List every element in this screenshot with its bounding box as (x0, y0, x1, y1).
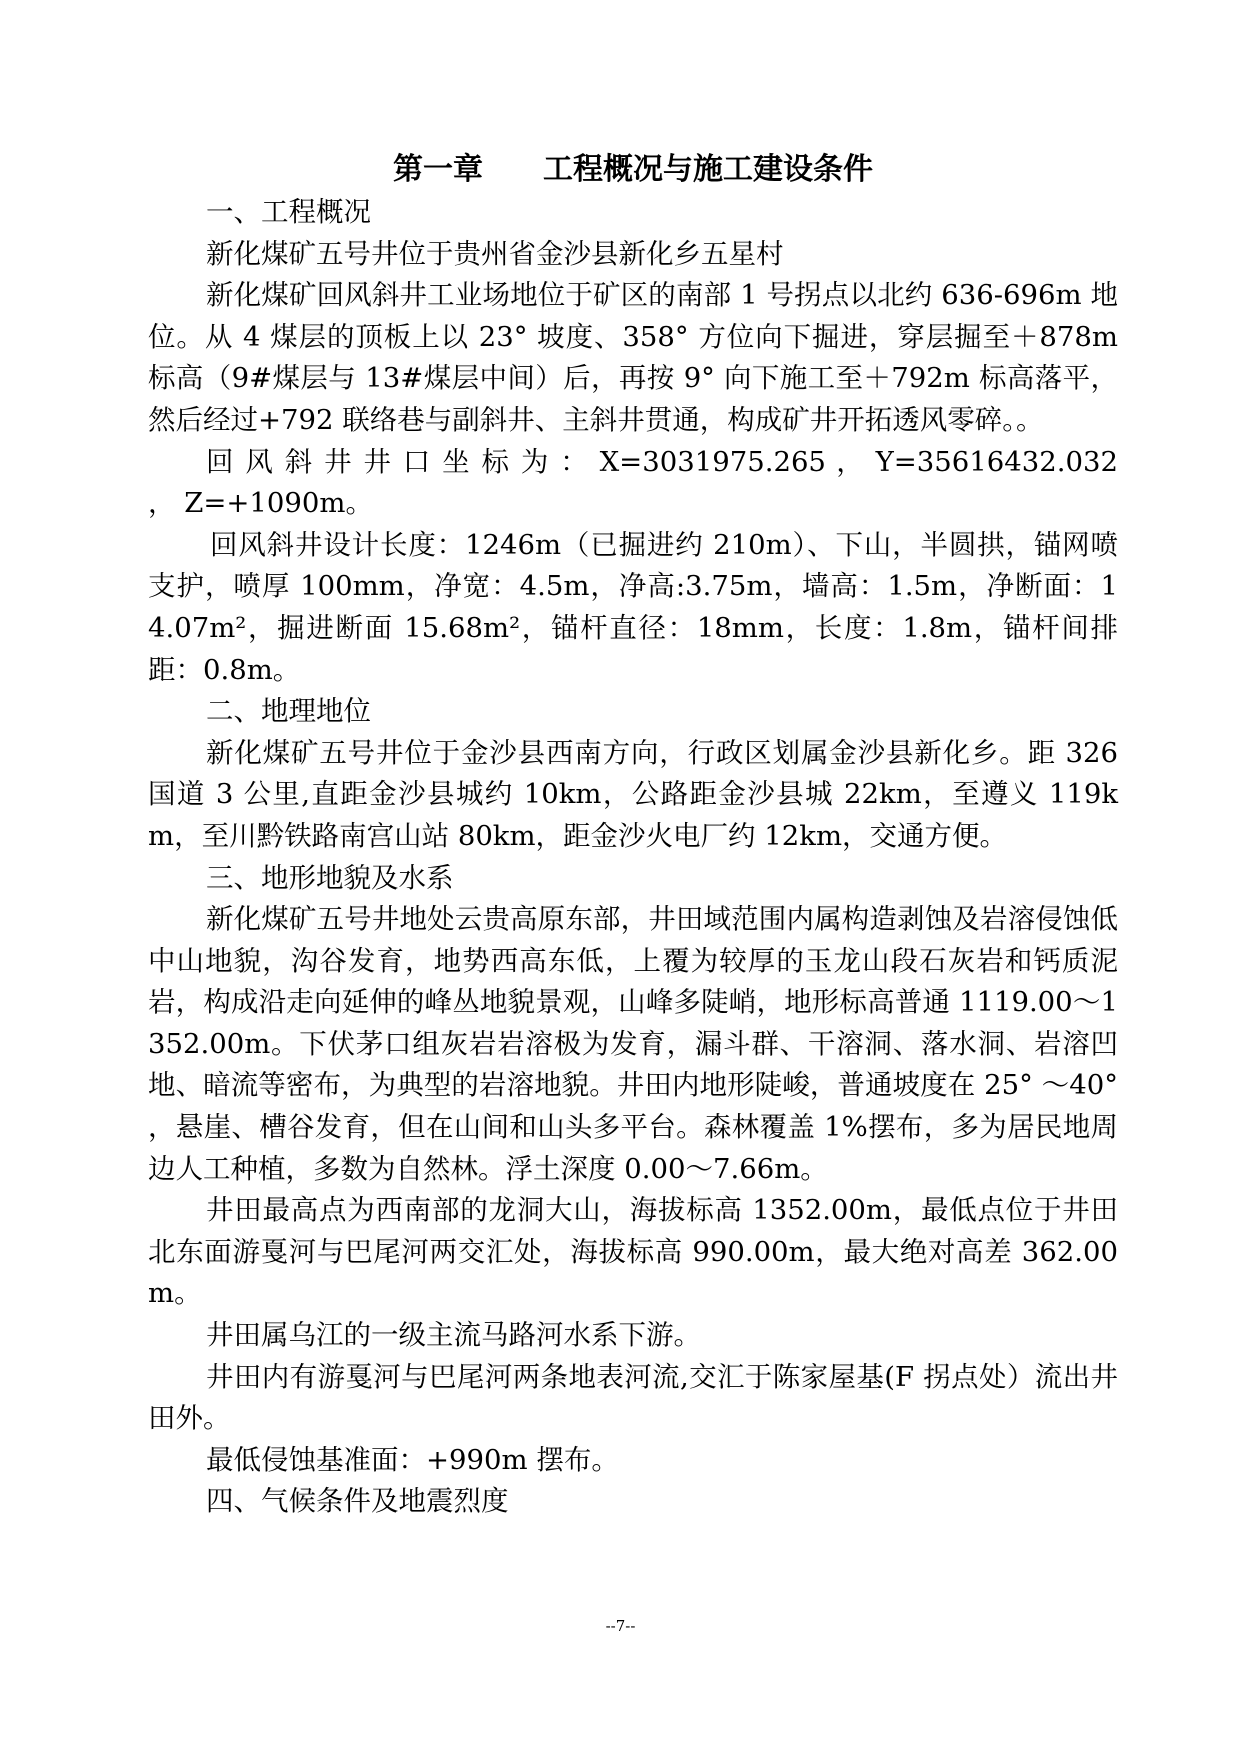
section-heading-geography: 二、地理地位 (206, 695, 371, 728)
section-heading-overview: 一、工程概况 (206, 196, 371, 228)
paragraph-shaft-design: 回风斜井设计长度：1246m（已掘进约 210m）、下山，半圆拱，锚网喷支护，喷厚 100mm，净宽：4.5m，净高:3.75m，墙高：1.5m，净断面：14.07m²，掘进断面 15.68m²，锚杆直径：18mm，长度：1.8m，锚杆间排距：0.8m。 (148, 528, 1118, 686)
paragraph-rivers: 井田内有游戛河与巴尾河两条地表河流,交汇于陈家屋基(F 拐点处）流出井田外。 (148, 1360, 1118, 1435)
paragraph-location: 新化煤矿五号井位于贵州省金沙县新化乡五星村 (206, 237, 784, 270)
paragraph-erosion-base: 最低侵蚀基准面：+990m 摆布。 (206, 1443, 619, 1476)
paragraph-elevation: 井田最高点为西南部的龙洞大山，海拔标高 1352.00m，最低点位于井田北东面游戛河与巴尾河两交汇处，海拔标高 990.00m，最大绝对高差 362.00m。 (148, 1194, 1118, 1310)
paragraph-water-system: 井田属乌江的一级主流马路河水系下游。 (206, 1319, 701, 1352)
paragraph-return-air-shaft: 新化煤矿回风斜井工业场地位于矿区的南部 1 号拐点以北约 636-696m 地位。从 4 煤层的顶板上以 23° 坡度、358° 方位向下掘进，穿层掘至＋878m 标高（9#煤层与 13#煤层中间）后，再按 9° 向下施工至＋792m 标高落平，然后经过+792 联络巷与副斜井、主斜井贯通，构成矿井开拓透风零碎。。 (148, 279, 1118, 436)
chapter-title: 第一章 工程概况与施工建设条件 (393, 152, 873, 187)
document-page (148, 148, 1118, 1523)
paragraph-geography: 新化煤矿五号井位于金沙县西南方向，行政区划属金沙县新化乡。距 326 国道 3 公里,直距金沙县城约 10km，公路距金沙县城 22km，至遵义 119km，至川黔铁路南宫山站 80km，距金沙火电厂约 12km，交通方便。 (148, 736, 1118, 852)
paragraph-shaft-coordinates: 回 风 斜 井 井 口 坐 标 为 ： X=3031975.265 ， Y=35616432.032 ， Z=+1090m。 (148, 445, 1118, 520)
section-heading-climate: 四、气候条件及地震烈度 (206, 1485, 509, 1518)
page-number: --7-- (605, 1617, 636, 1635)
section-heading-terrain: 三、地形地貌及水系 (206, 861, 454, 894)
paragraph-terrain: 新化煤矿五号井地处云贵高原东部，井田域范围内属构造剥蚀及岩溶侵蚀低中山地貌，沟谷发育，地势西高东低，上覆为较厚的玉龙山段石灰岩和钙质泥岩，构成沿走向延伸的峰丛地貌景观，山峰多陡峭，地形标高普通 1119.00～1352.00m。下伏茅口组灰岩岩溶极为发育，漏斗群、干溶洞、落水洞、岩溶凹地、暗流等密布，为典型的岩溶地貌。井田内地形陡峻，普通坡度在 25° ～40° ，悬崖、槽谷发育，但在山间和山头多平台。森林覆盖 1%摆布，多为居民地周边人工种植，多数为自然林。浮土深度 0.00～7.66m。 (148, 903, 1118, 1185)
